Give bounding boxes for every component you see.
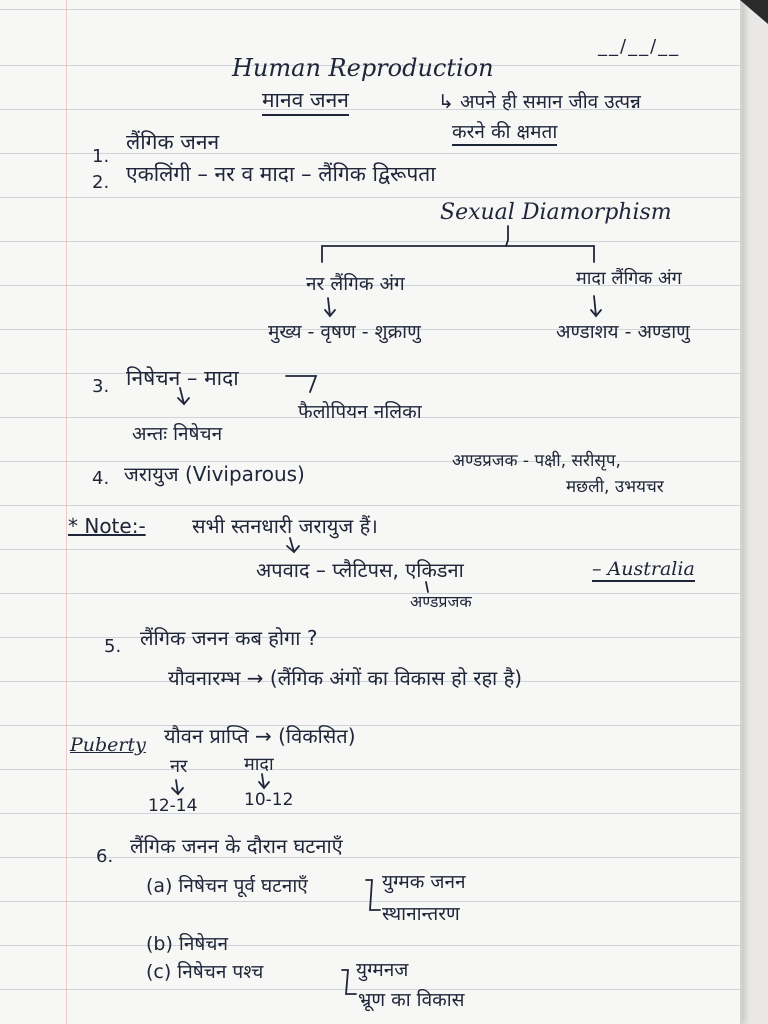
- exception-arrow: [426, 582, 428, 592]
- fallopian-tube-label: फैलोपियन नलिका: [298, 401, 422, 423]
- point-5-number: 5.: [104, 636, 122, 657]
- fallopian-bracket: [286, 376, 316, 392]
- event-c-sub-1: युग्मनज: [356, 959, 409, 981]
- event-a-sub-1: युग्मक जनन: [382, 871, 466, 893]
- puberty-text: यौवन प्राप्ति → (विकसित): [164, 724, 356, 748]
- definition-line-2: करने की क्षमता: [452, 118, 557, 146]
- adolescence-text: यौवनारम्भ → (लैंगिक अंगों का विकास हो रहा है): [168, 666, 523, 690]
- female-chain: अण्डाशय - अण्डाणु: [556, 321, 690, 343]
- point-5-text: लैंगिक जनन कब होगा ?: [140, 626, 318, 650]
- point-3-text: निषेचन – मादा: [126, 366, 239, 390]
- event-a-sub-2: स्थानान्तरण: [382, 903, 460, 925]
- definition-line-1: ↳ अपने ही समान जीव उत्पन्न: [438, 91, 641, 113]
- point-4-text: जरायुज (Viviparous): [124, 462, 305, 486]
- exception-subtext: अण्डप्रजक: [410, 592, 472, 611]
- point-4-number: 4.: [92, 468, 110, 489]
- female-word: मादा: [244, 754, 274, 775]
- australia-text: – Australia: [592, 558, 695, 580]
- female-age: 10-12: [244, 790, 294, 810]
- dimorphism-bracket-right: [506, 246, 594, 262]
- event-c-sub-2: भ्रूण का विकास: [358, 989, 465, 1011]
- event-a-bracket: [366, 880, 380, 910]
- note-label: * Note:-: [68, 514, 146, 538]
- point-1-text: लैंगिक जनन: [126, 130, 220, 154]
- date-field: __/__/__: [598, 36, 681, 57]
- dimorphism-bracket-left: [322, 226, 508, 262]
- point-1-number: 1.: [92, 146, 110, 167]
- point-6-text: लैंगिक जनन के दौरान घटनाएँ: [130, 834, 343, 858]
- female-organ-label: मादा लैंगिक अंग: [576, 268, 682, 289]
- point-2-text: एकलिंगी – नर व मादा – लैंगिक द्विरूपता: [126, 162, 436, 186]
- oviparous-line-2: मछली, उभयचर: [566, 477, 664, 497]
- page-corner-shadow: [740, 0, 768, 24]
- male-organ-label: नर लैंगिक अंग: [306, 273, 405, 295]
- exception-text: अपवाद – प्लैटिपस, एकिडना: [256, 558, 464, 582]
- note-text: सभी स्तनधारी जरायुज हैं।: [192, 514, 378, 538]
- hindi-title: मानव जनन: [262, 86, 349, 116]
- event-c-bracket: [342, 970, 356, 994]
- point-2-number: 2.: [92, 172, 110, 193]
- point-6-number: 6.: [96, 846, 114, 867]
- male-word: नर: [170, 756, 188, 777]
- internal-fertilization: अन्तः निषेचन: [132, 423, 223, 445]
- event-a: (a) निषेचन पूर्व घटनाएँ: [146, 875, 308, 897]
- oviparous-line-1: अण्डप्रजक - पक्षी, सरीसृप,: [452, 451, 621, 471]
- male-chain: मुख्य - वृषण - शुक्राणु: [268, 321, 421, 343]
- sexual-dimorphism-text: Sexual Diamorphism: [440, 200, 672, 225]
- male-age: 12-14: [148, 796, 198, 816]
- event-b: (b) निषेचन: [146, 933, 228, 955]
- event-c: (c) निषेचन पश्च: [146, 961, 264, 983]
- point-3-number: 3.: [92, 376, 110, 397]
- puberty-label: Puberty: [70, 734, 146, 756]
- page-title: Human Reproduction: [232, 54, 494, 82]
